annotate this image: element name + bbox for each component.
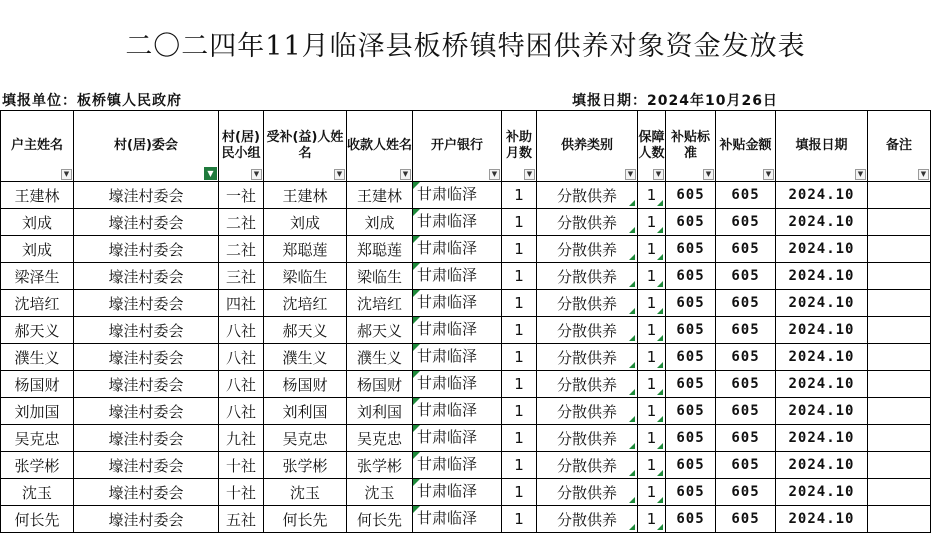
cell-support-type[interactable]: 分散供养 <box>537 317 638 344</box>
error-marker-icon <box>657 416 663 422</box>
cell-bank[interactable]: 甘肃临泽 <box>413 317 502 344</box>
cell-village-group[interactable]: 二社 <box>219 209 264 236</box>
cell-village-committee[interactable]: 壕洼村委会 <box>74 317 219 344</box>
cell-subsidy-standard[interactable]: 605 <box>666 479 716 506</box>
cell-support-type[interactable]: 分散供养 <box>537 479 638 506</box>
comment-marker-icon <box>413 479 420 486</box>
cell-owner-name[interactable]: 张学彬 <box>0 452 74 479</box>
cell-village-committee[interactable]: 壕洼村委会 <box>74 236 219 263</box>
cell-village-committee[interactable]: 壕洼村委会 <box>74 209 219 236</box>
comment-marker-icon <box>413 452 420 459</box>
error-marker-icon <box>629 416 635 422</box>
cell-support-type[interactable]: 分散供养 <box>537 506 638 533</box>
cell-beneficiary-name[interactable]: 吴克忠 <box>264 425 347 452</box>
error-marker-icon <box>629 308 635 314</box>
comment-marker-icon <box>413 182 420 189</box>
cell-remarks[interactable] <box>868 290 931 317</box>
cell-bank[interactable]: 甘肃临泽 <box>413 452 502 479</box>
cell-fill-date[interactable]: 2024.10 <box>776 398 868 425</box>
cell-remarks[interactable] <box>868 263 931 290</box>
error-marker-icon <box>657 443 663 449</box>
error-marker-icon <box>629 524 635 530</box>
cell-payee-name[interactable]: 濮生义 <box>347 344 413 371</box>
error-marker-icon <box>657 308 663 314</box>
cell-subsidy-months[interactable]: 1 <box>502 398 537 425</box>
cell-village-committee[interactable]: 壕洼村委会 <box>74 425 219 452</box>
cell-beneficiary-name[interactable]: 郝天义 <box>264 317 347 344</box>
cell-fill-date[interactable]: 2024.10 <box>776 290 868 317</box>
cell-subsidy-amount[interactable]: 605 <box>716 182 776 209</box>
cell-support-type[interactable]: 分散供养 <box>537 452 638 479</box>
header-subsidy-amount[interactable]: 补贴金额 ▼ <box>716 110 776 182</box>
page-title: 二〇二四年11月临泽县板桥镇特困供养对象资金发放表 <box>125 31 806 62</box>
cell-village-committee[interactable]: 壕洼村委会 <box>74 263 219 290</box>
cell-covered-persons[interactable]: 1 <box>638 263 666 290</box>
cell-fill-date[interactable]: 2024.10 <box>776 506 868 533</box>
error-marker-icon <box>657 497 663 503</box>
error-marker-icon <box>657 470 663 476</box>
cell-subsidy-amount[interactable]: 605 <box>716 317 776 344</box>
cell-remarks[interactable] <box>868 344 931 371</box>
cell-beneficiary-name[interactable]: 濮生义 <box>264 344 347 371</box>
header-remarks[interactable]: 备注 ▼ <box>868 110 931 182</box>
cell-owner-name[interactable]: 郝天义 <box>0 317 74 344</box>
filter-active-icon[interactable]: ▼ <box>204 167 217 180</box>
filter-dropdown-icon[interactable]: ▼ <box>703 169 714 180</box>
cell-remarks[interactable] <box>868 371 931 398</box>
cell-covered-persons[interactable]: 1 <box>638 479 666 506</box>
comment-marker-icon <box>413 344 420 351</box>
cell-subsidy-amount[interactable]: 605 <box>716 209 776 236</box>
error-marker-icon <box>657 335 663 341</box>
cell-payee-name[interactable]: 王建林 <box>347 182 413 209</box>
filter-dropdown-icon[interactable]: ▼ <box>61 169 72 180</box>
report-date: 填报日期：2024年10月26日 <box>572 93 778 109</box>
cell-owner-name[interactable]: 沈玉 <box>0 479 74 506</box>
cell-subsidy-standard[interactable]: 605 <box>666 398 716 425</box>
cell-beneficiary-name[interactable]: 杨国财 <box>264 371 347 398</box>
cell-covered-persons[interactable]: 1 <box>638 425 666 452</box>
cell-fill-date[interactable]: 2024.10 <box>776 344 868 371</box>
cell-village-committee[interactable]: 壕洼村委会 <box>74 371 219 398</box>
cell-village-group[interactable]: 八社 <box>219 317 264 344</box>
header-covered-persons[interactable]: 保障人数 ▼ <box>638 110 666 182</box>
cell-support-type[interactable]: 分散供养 <box>537 263 638 290</box>
cell-village-committee[interactable]: 壕洼村委会 <box>74 344 219 371</box>
cell-covered-persons[interactable]: 1 <box>638 371 666 398</box>
cell-subsidy-standard[interactable]: 605 <box>666 506 716 533</box>
cell-subsidy-months[interactable]: 1 <box>502 425 537 452</box>
cell-covered-persons[interactable]: 1 <box>638 182 666 209</box>
cell-village-group[interactable]: 九社 <box>219 425 264 452</box>
cell-payee-name[interactable]: 刘成 <box>347 209 413 236</box>
cell-covered-persons[interactable]: 1 <box>638 290 666 317</box>
data-table <box>0 110 931 543</box>
cell-bank[interactable]: 甘肃临泽 <box>413 344 502 371</box>
cell-subsidy-standard[interactable]: 605 <box>666 290 716 317</box>
cell-remarks[interactable] <box>868 506 931 533</box>
header-subsidy-months[interactable]: 补助月数 ▼ <box>502 110 537 182</box>
cell-owner-name[interactable]: 梁泽生 <box>0 263 74 290</box>
comment-marker-icon <box>413 317 420 324</box>
cell-bank[interactable]: 甘肃临泽 <box>413 182 502 209</box>
comment-marker-icon <box>413 290 420 297</box>
cell-fill-date[interactable]: 2024.10 <box>776 371 868 398</box>
comment-marker-icon <box>413 506 420 513</box>
cell-bank[interactable]: 甘肃临泽 <box>413 371 502 398</box>
cell-village-committee[interactable]: 壕洼村委会 <box>74 479 219 506</box>
cell-subsidy-amount[interactable]: 605 <box>716 263 776 290</box>
cell-fill-date[interactable]: 2024.10 <box>776 209 868 236</box>
cell-beneficiary-name[interactable]: 何长先 <box>264 506 347 533</box>
cell-subsidy-amount[interactable]: 605 <box>716 425 776 452</box>
cell-bank[interactable]: 甘肃临泽 <box>413 425 502 452</box>
cell-owner-name[interactable]: 沈培红 <box>0 290 74 317</box>
cell-covered-persons[interactable]: 1 <box>638 209 666 236</box>
cell-support-type[interactable]: 分散供养 <box>537 398 638 425</box>
cell-subsidy-standard[interactable]: 605 <box>666 182 716 209</box>
cell-payee-name[interactable]: 梁临生 <box>347 263 413 290</box>
cell-owner-name[interactable]: 吴克忠 <box>0 425 74 452</box>
cell-bank[interactable]: 甘肃临泽 <box>413 290 502 317</box>
error-marker-icon <box>657 254 663 260</box>
cell-owner-name[interactable]: 刘成 <box>0 209 74 236</box>
comment-marker-icon <box>413 425 420 432</box>
cell-village-group[interactable]: 十社 <box>219 479 264 506</box>
filter-dropdown-icon[interactable]: ▼ <box>625 169 636 180</box>
cell-subsidy-standard[interactable]: 605 <box>666 371 716 398</box>
cell-beneficiary-name[interactable]: 沈培红 <box>264 290 347 317</box>
cell-subsidy-months[interactable]: 1 <box>502 182 537 209</box>
cell-payee-name[interactable]: 何长先 <box>347 506 413 533</box>
header-bank[interactable]: 开户银行 ▼ <box>413 110 502 182</box>
cell-fill-date[interactable]: 2024.10 <box>776 317 868 344</box>
comment-marker-icon <box>413 371 420 378</box>
cell-subsidy-months[interactable]: 1 <box>502 452 537 479</box>
cell-remarks[interactable] <box>868 209 931 236</box>
cell-payee-name[interactable]: 沈玉 <box>347 479 413 506</box>
cell-village-group[interactable]: 五社 <box>219 506 264 533</box>
cell-support-type[interactable]: 分散供养 <box>537 425 638 452</box>
cell-subsidy-amount[interactable]: 605 <box>716 452 776 479</box>
cell-payee-name[interactable]: 刘利国 <box>347 398 413 425</box>
cell-fill-date[interactable]: 2024.10 <box>776 452 868 479</box>
error-marker-icon <box>629 362 635 368</box>
cell-subsidy-amount[interactable]: 605 <box>716 506 776 533</box>
cell-subsidy-months[interactable]: 1 <box>502 236 537 263</box>
cell-subsidy-standard[interactable]: 605 <box>666 344 716 371</box>
error-marker-icon <box>629 389 635 395</box>
error-marker-icon <box>629 281 635 287</box>
comment-marker-icon <box>413 236 420 243</box>
error-marker-icon <box>657 524 663 530</box>
cell-remarks[interactable] <box>868 425 931 452</box>
header-village-group[interactable]: 村(居)民小组 ▼ <box>219 110 264 182</box>
cell-village-committee[interactable]: 壕洼村委会 <box>74 398 219 425</box>
cell-beneficiary-name[interactable]: 刘成 <box>264 209 347 236</box>
cell-payee-name[interactable]: 沈培红 <box>347 290 413 317</box>
cell-beneficiary-name[interactable]: 梁临生 <box>264 263 347 290</box>
cell-subsidy-months[interactable]: 1 <box>502 317 537 344</box>
cell-subsidy-standard[interactable]: 605 <box>666 263 716 290</box>
cell-subsidy-standard[interactable]: 605 <box>666 236 716 263</box>
cell-fill-date[interactable]: 2024.10 <box>776 263 868 290</box>
cell-subsidy-standard[interactable]: 605 <box>666 317 716 344</box>
filter-dropdown-icon[interactable]: ▼ <box>400 169 411 180</box>
cell-subsidy-amount[interactable]: 605 <box>716 479 776 506</box>
cell-village-group[interactable]: 八社 <box>219 371 264 398</box>
cell-covered-persons[interactable]: 1 <box>638 506 666 533</box>
header-fill-date[interactable]: 填报日期 ▼ <box>776 110 868 182</box>
cell-support-type[interactable]: 分散供养 <box>537 209 638 236</box>
cell-owner-name[interactable]: 刘加国 <box>0 398 74 425</box>
comment-marker-icon <box>413 209 420 216</box>
header-support-type[interactable]: 供养类别 ▼ <box>537 110 638 182</box>
header-owner-name[interactable]: 户主姓名 ▼ <box>0 110 74 182</box>
cell-bank[interactable]: 甘肃临泽 <box>413 263 502 290</box>
cell-remarks[interactable] <box>868 398 931 425</box>
cell-support-type[interactable]: 分散供养 <box>537 182 638 209</box>
cell-subsidy-amount[interactable]: 605 <box>716 371 776 398</box>
cell-covered-persons[interactable]: 1 <box>638 317 666 344</box>
cell-subsidy-months[interactable]: 1 <box>502 209 537 236</box>
filter-dropdown-icon[interactable]: ▼ <box>334 169 345 180</box>
header-beneficiary-name[interactable]: 受补(益)人姓名 ▼ <box>264 110 347 182</box>
filter-dropdown-icon[interactable]: ▼ <box>653 169 664 180</box>
comment-marker-icon <box>413 263 420 270</box>
cell-payee-name[interactable]: 郑聪莲 <box>347 236 413 263</box>
error-marker-icon <box>657 227 663 233</box>
error-marker-icon <box>657 362 663 368</box>
cell-beneficiary-name[interactable]: 张学彬 <box>264 452 347 479</box>
header-village-committee[interactable]: 村(居)委会 ▼ <box>74 110 219 182</box>
cell-payee-name[interactable]: 张学彬 <box>347 452 413 479</box>
cell-fill-date[interactable]: 2024.10 <box>776 479 868 506</box>
error-marker-icon <box>629 470 635 476</box>
cell-remarks[interactable] <box>868 317 931 344</box>
cell-bank[interactable]: 甘肃临泽 <box>413 236 502 263</box>
cell-village-committee[interactable]: 壕洼村委会 <box>74 452 219 479</box>
cell-support-type[interactable]: 分散供养 <box>537 371 638 398</box>
cell-village-group[interactable]: 一社 <box>219 182 264 209</box>
cell-remarks[interactable] <box>868 236 931 263</box>
cell-covered-persons[interactable]: 1 <box>638 452 666 479</box>
cell-remarks[interactable] <box>868 182 931 209</box>
cell-subsidy-standard[interactable]: 605 <box>666 425 716 452</box>
cell-subsidy-amount[interactable]: 605 <box>716 236 776 263</box>
cell-subsidy-standard[interactable]: 605 <box>666 452 716 479</box>
cell-subsidy-months[interactable]: 1 <box>502 479 537 506</box>
filter-dropdown-icon[interactable]: ▼ <box>251 169 262 180</box>
cell-bank[interactable]: 甘肃临泽 <box>413 209 502 236</box>
cell-owner-name[interactable]: 杨国财 <box>0 371 74 398</box>
error-marker-icon <box>657 389 663 395</box>
error-marker-icon <box>629 497 635 503</box>
cell-subsidy-amount[interactable]: 605 <box>716 398 776 425</box>
cell-payee-name[interactable]: 杨国财 <box>347 371 413 398</box>
error-marker-icon <box>657 281 663 287</box>
filter-dropdown-icon[interactable]: ▼ <box>855 169 866 180</box>
error-marker-icon <box>657 200 663 206</box>
cell-beneficiary-name[interactable]: 刘利国 <box>264 398 347 425</box>
cell-subsidy-amount[interactable]: 605 <box>716 290 776 317</box>
cell-village-group[interactable]: 十社 <box>219 452 264 479</box>
cell-payee-name[interactable]: 吴克忠 <box>347 425 413 452</box>
cell-bank[interactable]: 甘肃临泽 <box>413 506 502 533</box>
error-marker-icon <box>629 443 635 449</box>
cell-support-type[interactable]: 分散供养 <box>537 290 638 317</box>
cell-village-committee[interactable]: 壕洼村委会 <box>74 506 219 533</box>
filter-dropdown-icon[interactable]: ▼ <box>918 169 929 180</box>
cell-payee-name[interactable]: 郝天义 <box>347 317 413 344</box>
filter-dropdown-icon[interactable]: ▼ <box>524 169 535 180</box>
cell-fill-date[interactable]: 2024.10 <box>776 236 868 263</box>
cell-village-group[interactable]: 四社 <box>219 290 264 317</box>
cell-beneficiary-name[interactable]: 郑聪莲 <box>264 236 347 263</box>
error-marker-icon <box>629 227 635 233</box>
cell-subsidy-months[interactable]: 1 <box>502 506 537 533</box>
cell-village-group[interactable]: 八社 <box>219 344 264 371</box>
cell-remarks[interactable] <box>868 479 931 506</box>
comment-marker-icon <box>413 398 420 405</box>
cell-owner-name[interactable]: 濮生义 <box>0 344 74 371</box>
cell-beneficiary-name[interactable]: 沈玉 <box>264 479 347 506</box>
error-marker-icon <box>629 254 635 260</box>
cell-covered-persons[interactable]: 1 <box>638 344 666 371</box>
cell-subsidy-months[interactable]: 1 <box>502 371 537 398</box>
report-unit: 填报单位：板桥镇人民政府 <box>2 93 182 109</box>
header-subsidy-standard[interactable]: 补贴标准 ▼ <box>666 110 716 182</box>
cell-village-committee[interactable]: 壕洼村委会 <box>74 182 219 209</box>
cell-support-type[interactable]: 分散供养 <box>537 236 638 263</box>
filter-dropdown-icon[interactable]: ▼ <box>489 169 500 180</box>
cell-village-committee[interactable]: 壕洼村委会 <box>74 290 219 317</box>
header-payee-name[interactable]: 收款人姓名 ▼ <box>347 110 413 182</box>
cell-bank[interactable]: 甘肃临泽 <box>413 479 502 506</box>
cell-fill-date[interactable]: 2024.10 <box>776 182 868 209</box>
cell-support-type[interactable]: 分散供养 <box>537 344 638 371</box>
cell-subsidy-amount[interactable]: 605 <box>716 344 776 371</box>
cell-village-group[interactable]: 八社 <box>219 398 264 425</box>
cell-covered-persons[interactable]: 1 <box>638 398 666 425</box>
cell-village-group[interactable]: 三社 <box>219 263 264 290</box>
cell-fill-date[interactable]: 2024.10 <box>776 425 868 452</box>
cell-owner-name[interactable]: 刘成 <box>0 236 74 263</box>
cell-subsidy-months[interactable]: 1 <box>502 290 537 317</box>
cell-subsidy-months[interactable]: 1 <box>502 263 537 290</box>
cell-village-group[interactable]: 二社 <box>219 236 264 263</box>
cell-bank[interactable]: 甘肃临泽 <box>413 398 502 425</box>
cell-remarks[interactable] <box>868 452 931 479</box>
filter-dropdown-icon[interactable]: ▼ <box>763 169 774 180</box>
cell-subsidy-months[interactable]: 1 <box>502 344 537 371</box>
cell-covered-persons[interactable]: 1 <box>638 236 666 263</box>
cell-owner-name[interactable]: 王建林 <box>0 182 74 209</box>
error-marker-icon <box>629 335 635 341</box>
cell-beneficiary-name[interactable]: 王建林 <box>264 182 347 209</box>
cell-owner-name[interactable]: 何长先 <box>0 506 74 533</box>
cell-subsidy-standard[interactable]: 605 <box>666 209 716 236</box>
error-marker-icon <box>629 200 635 206</box>
